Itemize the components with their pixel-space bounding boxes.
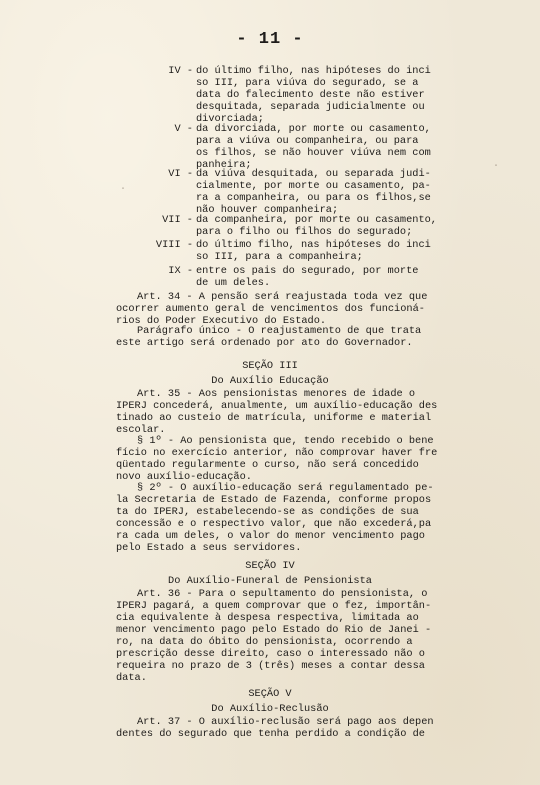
item-label-ix: IX - <box>168 265 193 277</box>
secao-iii-title: SEÇÃO III <box>242 360 298 372</box>
secao-iv-title: SEÇÃO IV <box>245 560 295 572</box>
art35-line-2: IPERJ concederá, anualmente, um auxílio-educação des <box>116 400 438 412</box>
art34-line-3: rios do Poder Executivo do Estado. <box>116 315 327 327</box>
par2-line-3: ta do IPERJ, estabelecendo-se as condições de sua <box>116 506 419 518</box>
item-vii-line-1: da companheira, por morte ou casamento, <box>196 214 437 226</box>
par2-line-1: § 2º - O auxílio-educação será regulamentado pe- <box>137 482 434 494</box>
art34-line-2: ocorrer aumento geral de vencimentos dos funcioná- <box>116 303 425 315</box>
secao-iii-subtitle: Do Auxílio Educação <box>211 375 329 387</box>
par1-line-1: § 1º - Ao pensionista que, tendo recebido o bene <box>137 435 434 447</box>
item-vii-line-2: para o filho ou filhos do segurado; <box>196 226 413 238</box>
secao-iv-subtitle: Do Auxílio-Funeral de Pensionista <box>168 575 372 587</box>
art37-line-1: Art. 37 - O auxílio-reclusão será pago aos depen <box>137 716 434 728</box>
item-ix-line-1: entre os pais do segurado, por morte <box>196 265 419 277</box>
art36-line-4: menor vencimento pago pelo Estado do Rio de Janei - <box>116 624 432 636</box>
art35-line-4: escolar. <box>116 424 166 436</box>
page-number: - 11 - <box>236 30 304 49</box>
paragrafo-unico-line-2: este artigo será ordenado por ato do Governador. <box>116 337 413 349</box>
item-v-line-4: panheira; <box>196 159 252 171</box>
par2-line-4: concessão e o respectivo valor, que não excederá,pa <box>116 518 432 530</box>
item-iv-line-2: so III, para viúva do segurado, se a <box>196 77 419 89</box>
art36-line-2: IPERJ pagará, a quem comprovar que o fez, importân- <box>116 600 432 612</box>
secao-v-subtitle: Do Auxílio-Reclusão <box>211 703 329 715</box>
par2-line-2: la Secretaria de Estado de Fazenda, conforme propos <box>116 494 432 506</box>
art36-line-5: ro, na data do óbito do pensionista, ocorrendo a <box>116 636 413 648</box>
secao-v-title: SEÇÃO V <box>248 688 292 700</box>
paragrafo-unico-line-1: Parágrafo único - O reajustamento de que trata <box>137 325 422 337</box>
item-vi-line-2: cialmente, por morte ou casamento, pa- <box>196 180 431 192</box>
par1-line-4: novo auxílio-educação. <box>116 471 252 483</box>
art36-line-3: cia equivalente à despesa respectiva, limitada ao <box>116 612 419 624</box>
item-iv-line-5: divorciada; <box>196 113 264 125</box>
art37-line-2: dentes do segurado que tenha perdido a condição de <box>116 728 425 740</box>
art34-line-1: Art. 34 - A pensão será reajustada toda vez que <box>137 291 428 303</box>
par1-line-2: fício no exercício anterior, não comprovar haver fre <box>116 447 438 459</box>
item-vi-line-4: não houver companheira; <box>196 204 339 216</box>
par1-line-3: qüentado regularmente o curso, não será concedido <box>116 459 419 471</box>
item-vi-line-1: da viúva desquitada, ou separada judi- <box>196 168 431 180</box>
item-v-line-2: para a viúva ou companheira, ou para <box>196 135 419 147</box>
item-viii-line-2: so III, para a companheira; <box>196 251 363 263</box>
item-viii-line-1: do último filho, nas hipóteses do inci <box>196 239 431 251</box>
art35-line-1: Art. 35 - Aos pensionistas menores de idade o <box>137 388 416 400</box>
art35-line-3: tinado ao custeio de matrícula, uniforme e material <box>116 412 432 424</box>
art36-line-6: prescrição desse direito, caso o interessado não o <box>116 648 425 660</box>
art36-line-8: data. <box>116 672 147 684</box>
item-label-vii: VII - <box>162 214 193 226</box>
item-vi-line-3: ra a companheira, ou para os filhos,se <box>196 192 431 204</box>
art36-line-7: requeira no prazo de 3 (três) meses a contar dessa <box>116 660 425 672</box>
item-label-viii: VIII - <box>155 239 193 251</box>
item-ix-line-2: de um deles. <box>196 277 271 289</box>
item-v-line-1: da divorciada, por morte ou casamento, <box>196 123 431 135</box>
item-v-line-3: os filhos, se não houver viúva nem com <box>196 147 431 159</box>
par2-line-6: pelo Estado a seus servidores. <box>116 542 302 554</box>
item-label-vi: VI - <box>168 168 193 180</box>
item-iv-line-1: do último filho, nas hipóteses do inci <box>196 65 431 77</box>
scan-mark: ˌ <box>493 157 500 168</box>
item-label-v: V - <box>174 123 193 135</box>
art36-line-1: Art. 36 - Para o sepultamento do pensionista, o <box>137 588 428 600</box>
item-iv-line-4: desquitada, separada judicialmente ou <box>196 101 425 113</box>
par2-line-5: ra cada um deles, o valor do menor vencimento pago <box>116 530 425 542</box>
item-iv-line-3: data do falecimento deste não estiver <box>196 89 425 101</box>
item-label-iv: IV - <box>168 65 193 77</box>
scan-mark: ˌ <box>120 180 127 191</box>
